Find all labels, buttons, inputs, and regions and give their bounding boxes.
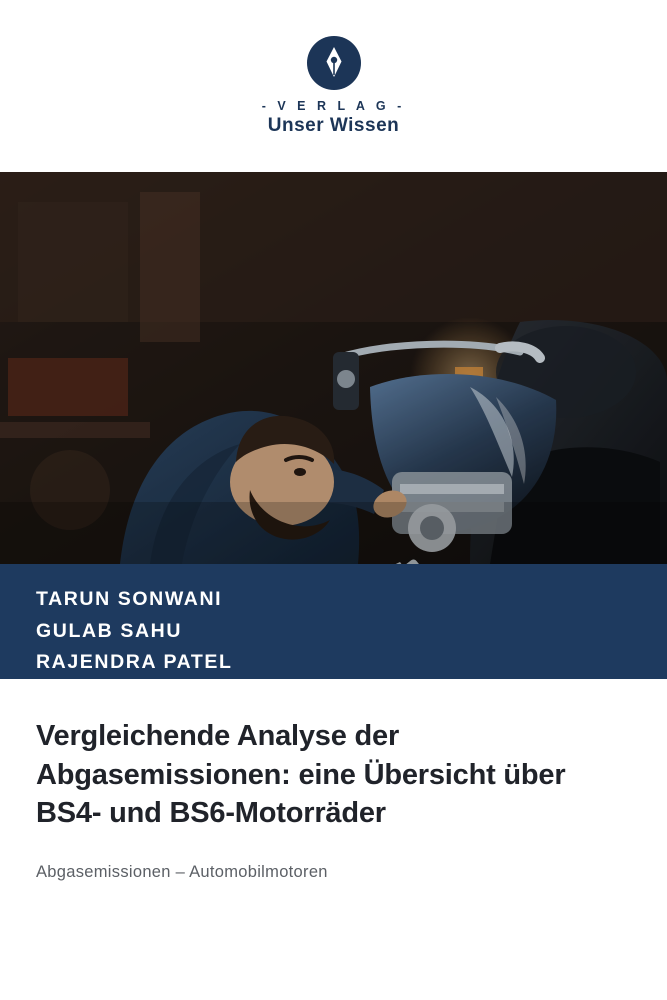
title-band bbox=[0, 679, 667, 1000]
author-name: RAJENDRA PATEL bbox=[36, 651, 233, 674]
cover-photo bbox=[0, 172, 667, 564]
book-subtitle: Abgasemissionen – Automobilmotoren bbox=[36, 862, 328, 881]
publisher-logo-block bbox=[0, 0, 667, 172]
fountain-pen-nib-in-circle-icon bbox=[306, 35, 362, 91]
page-title: Vergleichende Analyse der Abgasemissionen: eine Übersicht über BS4- und BS6-Motorräder bbox=[36, 720, 566, 830]
author-band bbox=[0, 564, 667, 679]
publisher-verlag-label: - V E R L A G - bbox=[261, 99, 406, 113]
author-name: TARUN SONWANI bbox=[36, 588, 223, 610]
publisher-name: Unser Wissen bbox=[267, 115, 400, 136]
author-name: GULAB SAHU bbox=[36, 619, 182, 642]
